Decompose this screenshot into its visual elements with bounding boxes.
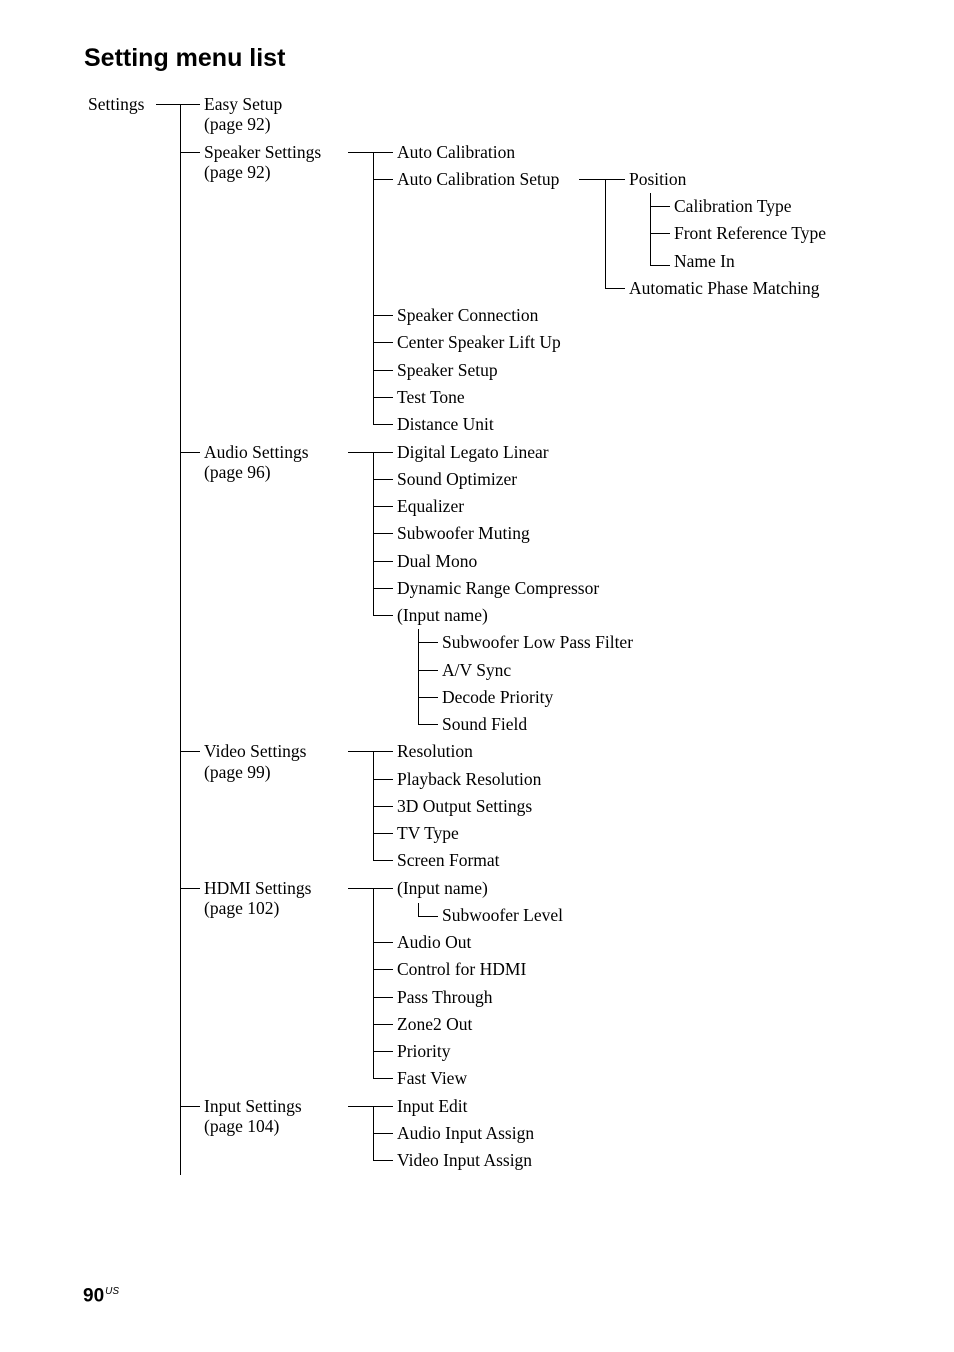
menu-item: Zone2 Out [397,1014,473,1034]
menu-item: Auto Calibration [397,142,516,162]
group-audio-settings-label: Audio Settings [204,442,309,462]
menu-item: Dual Mono [397,551,478,571]
menu-subitem: Decode Priority [442,687,554,707]
tree-connector [373,561,393,562]
group-speaker-settings-page: (page 92) [204,162,271,182]
menu-item: Test Tone [397,387,465,407]
tree-connector [180,152,200,153]
tree-connector [373,1024,393,1025]
menu-item: (Input name) [397,878,488,898]
menu-item: Control for HDMI [397,959,527,979]
tree-connector [373,370,393,371]
page-number [83,1281,119,1307]
tree-connector [373,1160,393,1161]
menu-item: Fast View [397,1068,468,1088]
menu-subitem: Calibration Type [674,196,792,216]
group-speaker-settings-label: Speaker Settings [204,142,322,162]
root-label: Settings [88,94,145,114]
tree-connector [180,452,200,453]
group-hdmi-settings-page: (page 102) [204,898,280,918]
group-input-settings-page: (page 104) [204,1116,280,1136]
tree-connector [348,1106,393,1107]
group-easy-setup-label: Easy Setup [204,94,283,114]
tree-connector [650,265,670,266]
menu-subitem: Subwoofer Level [442,905,564,925]
tree-connector [418,642,438,643]
tree-connector [373,615,393,616]
menu-subitem: Sound Field [442,714,528,734]
menu-item: Resolution [397,741,473,761]
tree-connector [180,1106,200,1107]
page-number-value: 90 [83,1285,105,1307]
tree-connector [650,233,670,234]
tree-branch-line [373,888,374,1078]
menu-item: Screen Format [397,850,500,870]
menu-item: Priority [397,1041,451,1061]
menu-subitem: Front Reference Type [674,223,827,243]
tree-connector [373,1078,393,1079]
tree-connector [373,806,393,807]
menu-subitem: Name In [674,251,735,271]
tree-connector [418,916,438,917]
tree-connector [373,506,393,507]
menu-item: Audio Out [397,932,472,952]
menu-subitem: A/V Sync [442,660,512,680]
tree-connector [373,397,393,398]
tree-connector [348,452,393,453]
tree-connector [373,1051,393,1052]
menu-item: Subwoofer Muting [397,523,530,543]
menu-item: Speaker Connection [397,305,539,325]
tree-connector [373,342,393,343]
menu-item: Pass Through [397,987,493,1007]
page-title: Setting menu list [84,44,286,72]
menu-item: Dynamic Range Compressor [397,578,600,598]
menu-subitem: Subwoofer Low Pass Filter [442,632,634,652]
tree-trunk [180,104,181,1175]
tree-connector [579,179,625,180]
tree-connector [373,779,393,780]
menu-item: 3D Output Settings [397,796,533,816]
menu-item: Auto Calibration Setup [397,169,560,189]
menu-item: Center Speaker Lift Up [397,332,561,352]
tree-branch-line [418,903,419,916]
menu-item: (Input name) [397,605,488,625]
tree-connector [373,588,393,589]
tree-connector [418,724,438,725]
tree-branch-line [418,629,419,724]
tree-connector [373,969,393,970]
tree-connector [605,288,625,289]
tree-connector [348,888,393,889]
menu-item: Video Input Assign [397,1150,533,1170]
menu-item: Sound Optimizer [397,469,518,489]
menu-item: Distance Unit [397,414,494,434]
tree-connector [373,533,393,534]
tree-connector [348,751,393,752]
tree-branch-line [373,152,374,424]
page-number-suffix: US [105,1286,120,1297]
group-input-settings-label: Input Settings [204,1096,302,1116]
menu-subitem: Position [629,169,687,189]
tree-connector [373,997,393,998]
menu-item: Speaker Setup [397,360,498,380]
tree-branch-line [605,179,606,288]
menu-item: Digital Legato Linear [397,442,549,462]
tree-connector [373,315,393,316]
menu-item: Playback Resolution [397,769,542,789]
group-easy-setup-page: (page 92) [204,114,271,134]
tree-connector [418,697,438,698]
tree-connector [373,1133,393,1134]
group-hdmi-settings-label: HDMI Settings [204,878,312,898]
group-audio-settings-page: (page 96) [204,462,271,482]
tree-branch-line [650,193,651,265]
tree-connector [373,179,393,180]
group-video-settings-label: Video Settings [204,741,307,761]
tree-connector [373,860,393,861]
tree-connector [156,104,200,105]
tree-connector [373,833,393,834]
tree-connector [348,152,393,153]
tree-connector [180,888,200,889]
menu-item: TV Type [397,823,459,843]
tree-connector [180,751,200,752]
tree-connector [373,424,393,425]
menu-item: Audio Input Assign [397,1123,535,1143]
menu-subitem: Automatic Phase Matching [629,278,820,298]
tree-connector [650,206,670,207]
tree-connector [373,479,393,480]
menu-item: Equalizer [397,496,465,516]
tree-connector [418,670,438,671]
tree-connector [373,942,393,943]
menu-item: Input Edit [397,1096,468,1116]
group-video-settings-page: (page 99) [204,762,271,782]
